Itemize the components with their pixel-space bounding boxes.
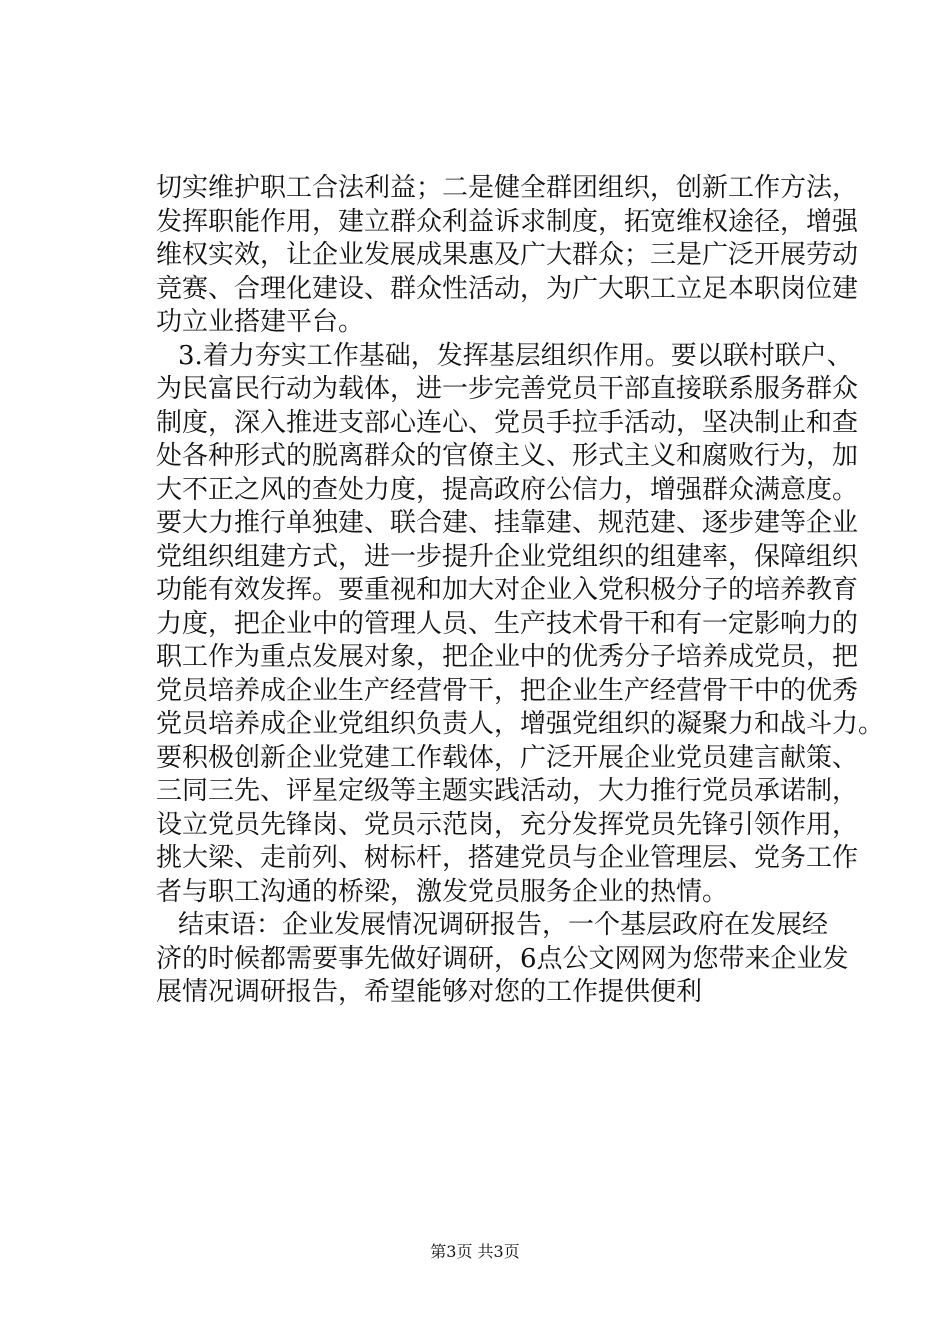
text-line: 党员培养成企业党组织负责人，增强党组织的凝聚力和战斗力。: [156, 709, 885, 739]
text-line: 竞赛、合理化建设、群众性活动，为广大职工立足本职岗位建: [156, 273, 859, 304]
text-line: 切实维护职工合法利益；二是健全群团组织，创新工作方法，: [156, 173, 859, 203]
text-line: 处各种形式的脱离群众的官僚主义、形式主义和腐败行为，加: [156, 441, 859, 471]
text-line: 职工作为重点发展对象，把企业中的优秀分子培养成党员，把: [156, 642, 859, 672]
text-line: 结束语：企业发展情况调研报告，一个基层政府在发展经: [178, 910, 829, 940]
text-line: 要积极创新企业党建工作载体，广泛开展企业党员建言献策、: [156, 742, 859, 773]
text-line: 功能有效发挥。要重视和加大对企业入党积极分子的培养教育: [156, 575, 859, 605]
text-line: 大不正之风的查处力度，提高政府公信力，增强群众满意度。: [156, 474, 859, 505]
text-line: 济的时候都需要事先做好调研，6点公文网网为您带来企业发: [156, 943, 849, 974]
text-line: 制度，深入推进支部心连心、党员手拉手活动，坚决制止和查: [156, 407, 859, 438]
text-line: 挑大梁、走前列、树标杆，搭建党员与企业管理层、党务工作: [156, 843, 859, 873]
text-line: 三同三先、评星定级等主题实践活动，大力推行党员承诺制，: [156, 776, 859, 806]
text-line: 发挥职能作用，建立群众利益诉求制度，拓宽维权途径，增强: [156, 206, 859, 237]
text-line: 要大力推行单独建、联合建、挂靠建、规范建、逐步建等企业: [156, 508, 859, 538]
text-line: 维权实效，让企业发展成果惠及广大群众；三是广泛开展劳动: [156, 240, 859, 270]
text-line: 力度，把企业中的管理人员、生产技术骨干和有一定影响力的: [156, 608, 859, 639]
text-line: 党员培养成企业生产经营骨干，把企业生产经营骨干中的优秀: [156, 675, 859, 706]
text-line: 者与职工沟通的桥梁，激发党员服务企业的热情。: [156, 876, 729, 907]
document-body: [156, 172, 885, 1010]
text-line: 设立党员先锋岗、党员示范岗，充分发挥党员先锋引领作用，: [156, 809, 859, 840]
text-line: 党组织组建方式，进一步提升企业党组织的组建率，保障组织: [156, 541, 859, 572]
text-line: 3.着力夯实工作基础，发挥基层组织作用。要以联村联户、: [178, 340, 853, 371]
page-number-footer: 第3页 共3页: [430, 1242, 520, 1261]
text-line: 展情况调研报告，希望能够对您的工作提供便利: [156, 977, 703, 1007]
text-line: 功立业搭建平台。: [156, 307, 365, 337]
text-line: 为民富民行动为载体，进一步完善党员干部直接联系服务群众: [156, 374, 859, 404]
